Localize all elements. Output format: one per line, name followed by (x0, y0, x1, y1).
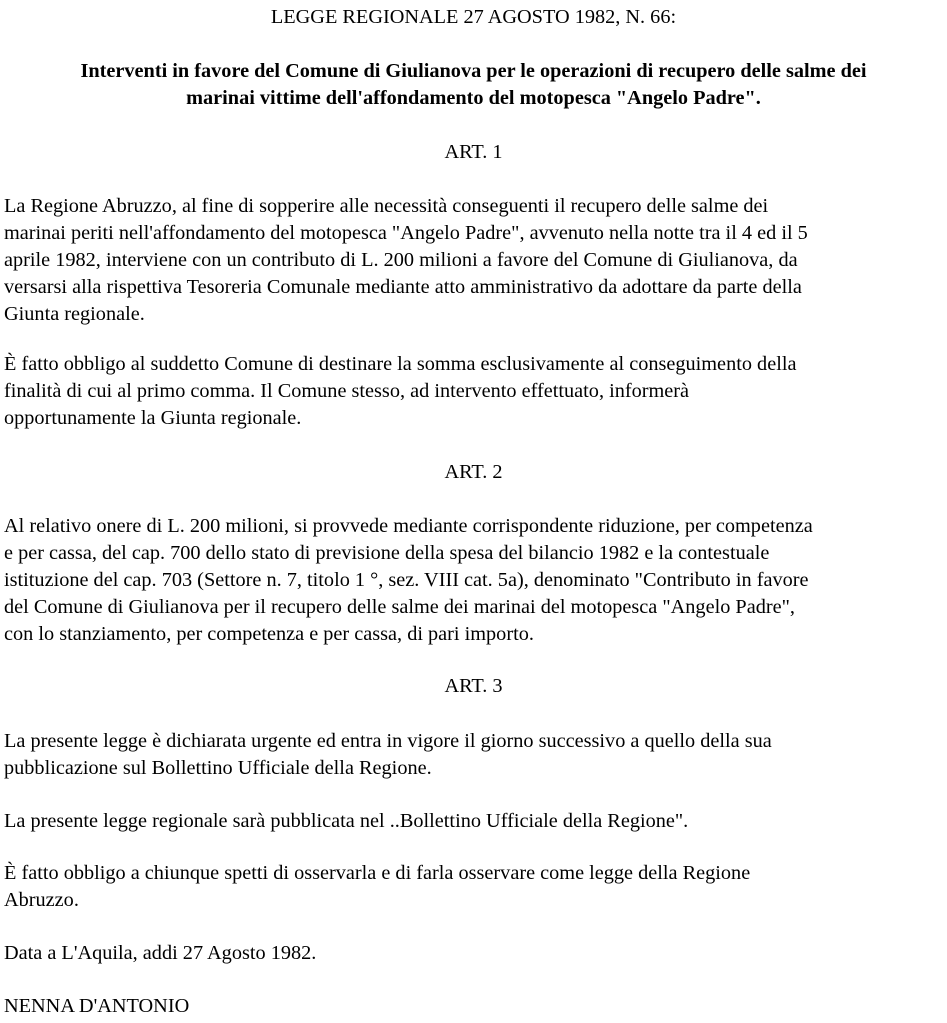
article-3-paragraph-2 (4, 808, 947, 835)
paragraph-line: Al relativo onere di L. 200 milioni, si provvede mediante corrispondente riduzione, per competenza (4, 515, 813, 537)
article-heading-text: ART. 2 (444, 461, 503, 483)
law-subject (0, 58, 947, 112)
paragraph-line: aprile 1982, interviene con un contributo di L. 200 milioni a favore del Comune di Giulianova, da (4, 249, 798, 271)
paragraph-line: e per cassa, del cap. 700 dello stato di previsione della spesa del bilancio 1982 e la contestuale (4, 542, 770, 564)
law-title-text: LEGGE REGIONALE 27 AGOSTO 1982, N. 66: (270, 6, 677, 28)
article-3-heading (0, 673, 947, 700)
paragraph-line: con lo stanziamento, per competenza e per cassa, di pari importo. (4, 623, 534, 645)
article-3-paragraph-3 (4, 860, 947, 914)
paragraph-line: istituzione del cap. 703 (Settore n. 7, titolo 1 °, sez. VIII cat. 5a), denominato "Contributo in favore (4, 569, 809, 591)
paragraph-line: pubblicazione sul Bollettino Ufficiale della Regione. (4, 757, 432, 779)
paragraph-line: È fatto obbligo a chiunque spetti di osservarla e di farla osservare come legge della Regione (4, 862, 751, 884)
article-2-heading (0, 459, 947, 486)
date-line (4, 940, 947, 967)
article-1-paragraph-2 (4, 351, 947, 432)
paragraph-line: versarsi alla rispettiva Tesoreria Comunale mediante atto amministrativo da adottare da parte della (4, 276, 802, 298)
article-1-heading (0, 139, 947, 166)
paragraph-line: La presente legge è dichiarata urgente ed entra in vigore il giorno successivo a quello della sua (4, 730, 772, 752)
date-line-text: Data a L'Aquila, addi 27 Agosto 1982. (4, 942, 317, 964)
law-subject-line: marinai vittime dell'affondamento del motopesca "Angelo Padre". (186, 87, 761, 109)
article-heading-text: ART. 1 (444, 141, 503, 163)
paragraph-line: La Regione Abruzzo, al fine di sopperire alle necessità conseguenti il recupero delle salme dei (4, 195, 769, 217)
article-heading-text: ART. 3 (444, 675, 503, 697)
paragraph-line: È fatto obbligo al suddetto Comune di destinare la somma esclusivamente al conseguimento della (4, 353, 797, 375)
paragraph-line: Abruzzo. (4, 889, 79, 911)
paragraph-line: marinai periti nell'affondamento del motopesca "Angelo Padre", avvenuto nella notte tra il 4 ed il 5 (4, 222, 808, 244)
signature (4, 993, 947, 1020)
paragraph-line: La presente legge regionale sarà pubblicata nel ..Bollettino Ufficiale della Regione". (4, 810, 689, 832)
article-2-paragraph-1 (4, 513, 947, 648)
paragraph-line: del Comune di Giulianova per il recupero delle salme dei marinai del motopesca "Angelo Padre", (4, 596, 795, 618)
article-1-paragraph-1 (4, 193, 947, 328)
law-title (0, 4, 947, 31)
signature-text: NENNA D'ANTONIO (4, 995, 190, 1017)
law-subject-line: Interventi in favore del Comune di Giulianova per le operazioni di recupero delle salme dei (80, 60, 867, 82)
paragraph-line: finalità di cui al primo comma. Il Comune stesso, ad intervento effettuato, informerà (4, 380, 690, 402)
article-3-paragraph-1 (4, 728, 947, 782)
paragraph-line: opportunamente la Giunta regionale. (4, 407, 302, 429)
paragraph-line: Giunta regionale. (4, 303, 145, 325)
